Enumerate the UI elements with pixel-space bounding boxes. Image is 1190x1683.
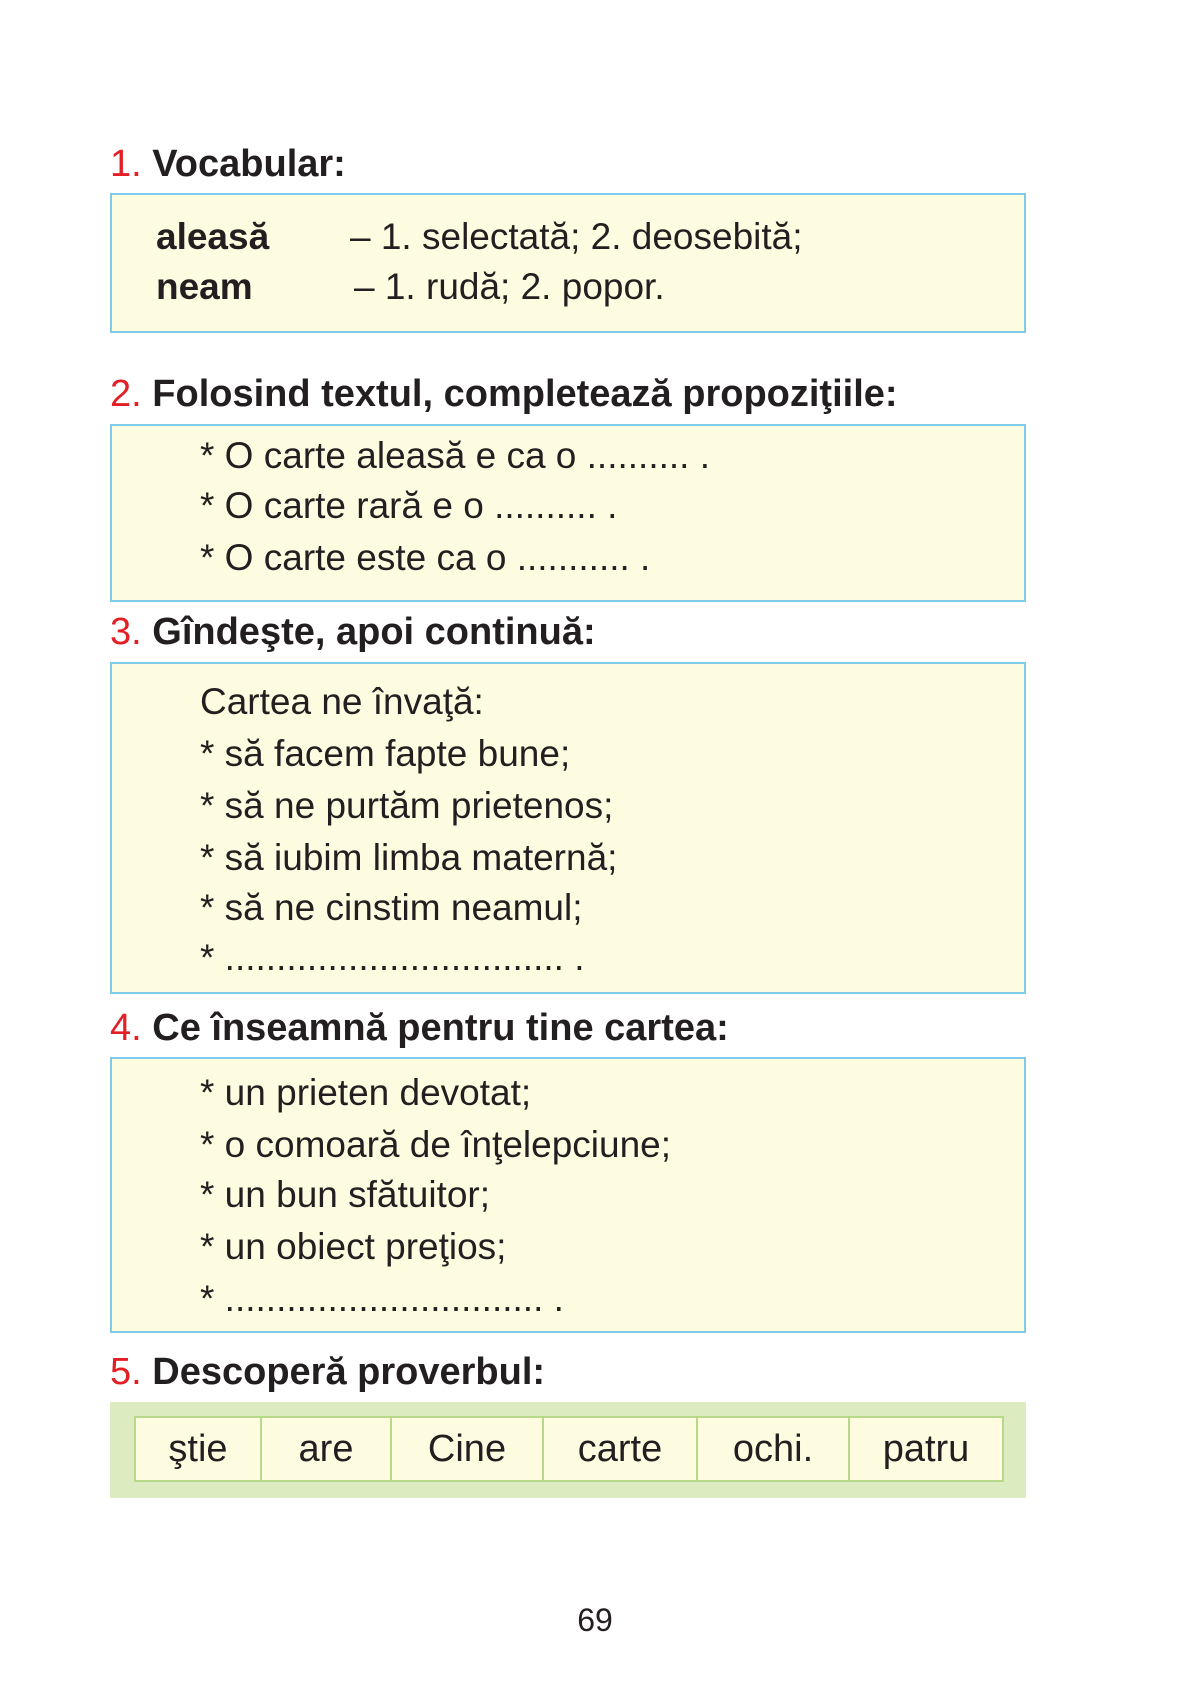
- list-item: * un bun sfătuitor;: [200, 1174, 491, 1215]
- section-title: Descoperă proverbul:: [152, 1351, 546, 1393]
- vocabulary-term: aleasă: [156, 216, 270, 257]
- list-item: * o comoară de înţelepciune;: [200, 1124, 672, 1165]
- vocabulary-definition: – 1. rudă; 2. popor.: [354, 266, 665, 307]
- proverb-word[interactable]: are: [262, 1418, 392, 1480]
- section-4-heading: [110, 1006, 729, 1050]
- proverb-word[interactable]: Cine: [392, 1418, 544, 1480]
- section-3-heading: [110, 610, 596, 654]
- section-title: Gîndeşte, apoi continuă:: [152, 611, 596, 653]
- vocabulary-term: neam: [156, 266, 253, 307]
- list-item: * un prieten devotat;: [200, 1072, 532, 1113]
- list-item: * să facem fapte bune;: [200, 733, 571, 774]
- list-item: * ................................. .: [200, 937, 585, 978]
- section-2-heading: [110, 372, 898, 416]
- section-title: Vocabular:: [152, 143, 346, 185]
- section-number: 3.: [110, 611, 142, 653]
- proverb-word[interactable]: ştie: [136, 1418, 262, 1480]
- proverb-word[interactable]: patru: [882, 1427, 970, 1470]
- list-item: * O carte este ca o ........... .: [200, 537, 651, 578]
- section-number: 5.: [110, 1351, 142, 1393]
- meaning-box: [110, 1057, 1026, 1333]
- list-item: * să ne purtăm prietenos;: [200, 785, 614, 826]
- page-number: 69: [577, 1602, 613, 1638]
- vocabulary-box: [110, 193, 1026, 333]
- list-item: * O carte rară e o .......... .: [200, 485, 618, 526]
- section-number: 1.: [110, 143, 142, 185]
- section-1-heading: [110, 142, 346, 186]
- list-item: * să ne cinstim neamul;: [200, 887, 583, 928]
- list-intro: Cartea ne învaţă:: [200, 681, 484, 722]
- section-number: 2.: [110, 373, 142, 415]
- section-title: Ce înseamnă pentru tine cartea:: [152, 1007, 729, 1049]
- section-number: 4.: [110, 1007, 142, 1049]
- proverb-word-row: [134, 1416, 1004, 1482]
- list-item: * un obiect preţios;: [200, 1226, 507, 1267]
- list-item: * să iubim limba maternă;: [200, 837, 618, 878]
- list-item: * ............................... .: [200, 1278, 564, 1319]
- vocabulary-definition: – 1. selectată; 2. deosebită;: [350, 216, 803, 257]
- continue-box: [110, 662, 1026, 994]
- section-5-heading: [110, 1350, 545, 1394]
- proverb-word[interactable]: carte: [544, 1418, 698, 1480]
- list-item: * O carte aleasă e ca o .......... .: [200, 435, 711, 476]
- proverb-word[interactable]: ochi.: [698, 1418, 850, 1480]
- section-title: Folosind textul, completează propoziţiile:: [152, 373, 898, 415]
- complete-sentences-box: [110, 424, 1026, 602]
- proverb-box: [110, 1402, 1026, 1498]
